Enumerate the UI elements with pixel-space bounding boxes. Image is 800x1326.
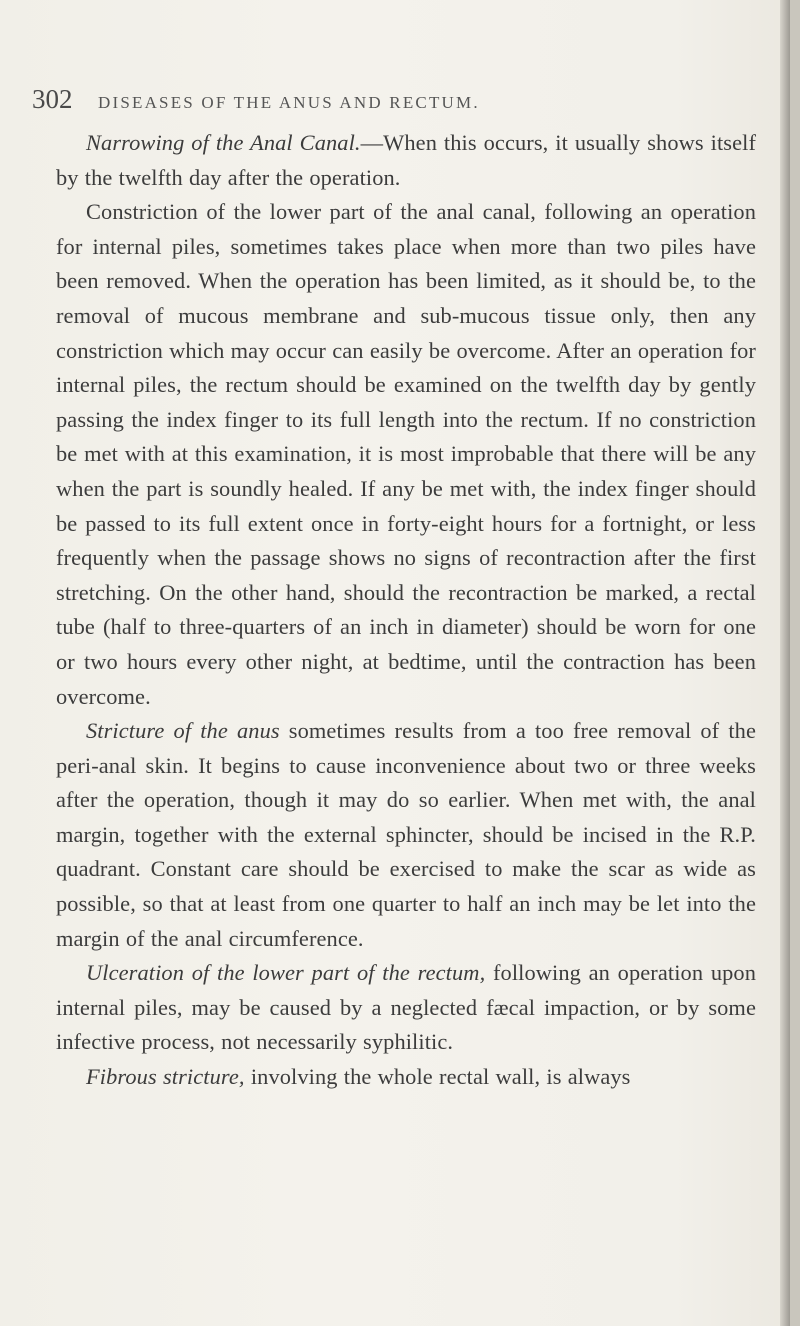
paragraph-narrowing <box>56 126 756 195</box>
paragraph-text: sometimes results from a too free removal of the peri-anal skin. It begins to cause inconvenience about two or three weeks after the operation, though it may do so earlier. When met with, the anal margin, together with the external sphincter, should be incised in the R.P. quadrant. Constant care should be exercised to make the scar as wide as possible, so that at least from one quarter to half an inch may be let into the margin of the anal circumference. <box>56 718 756 951</box>
paragraph-text: Constriction of the lower part of the anal canal, following an operation for internal piles, sometimes takes place when more than two piles have been removed. When the operation has been limited, as it should be, to the removal of mucous membrane and sub-mucous tissue only, then any constriction which may occur can easily be overcome. After an operation for internal piles, the rectum should be examined on the twelfth day by gently passing the index finger to its full length into the rectum. If no constriction be met with at this examination, it is most improbable that there will be any when the part is soundly healed. If any be met with, the index finger should be passed to its full extent once in forty-eight hours for a fortnight, or less frequently when the passage shows no signs of recontraction after the first stretching. On the other hand, should the recontraction be marked, a rectal tube (half to three-quarters of an inch in diameter) should be worn for one or two hours every other night, at bedtime, until the contraction has been overcome. <box>56 199 756 709</box>
paragraph-fibrous-stricture <box>56 1060 756 1095</box>
paragraph-text: —When this occurs, it usually shows itself by the twelfth day after the operation. <box>56 130 757 190</box>
page-edge-shadow <box>780 0 790 1326</box>
paragraph-lead: Narrowing of the Anal Canal. <box>86 130 361 155</box>
page-header <box>32 84 772 124</box>
paragraph-ulceration <box>56 956 756 1060</box>
paragraph-lead: Ulceration of the lower part of the rectum, <box>86 960 486 986</box>
page-number: 302 <box>32 84 73 114</box>
body-text <box>56 126 756 1095</box>
paragraph-lead: Fibrous stricture, <box>86 1064 245 1090</box>
paragraph-lead: Stricture of the anus <box>86 718 280 744</box>
paragraph-text: involving the whole rectal wall, is always <box>244 1064 631 1090</box>
paragraph-constriction <box>56 195 756 714</box>
paragraph-stricture-anus <box>56 714 756 956</box>
paragraph-text: following an operation upon internal piles, may be caused by a neglected fæcal impaction, or by some infective process, not necessarily syphilitic. <box>56 960 756 1055</box>
running-title: DISEASES OF THE ANUS AND RECTUM. <box>98 93 480 112</box>
